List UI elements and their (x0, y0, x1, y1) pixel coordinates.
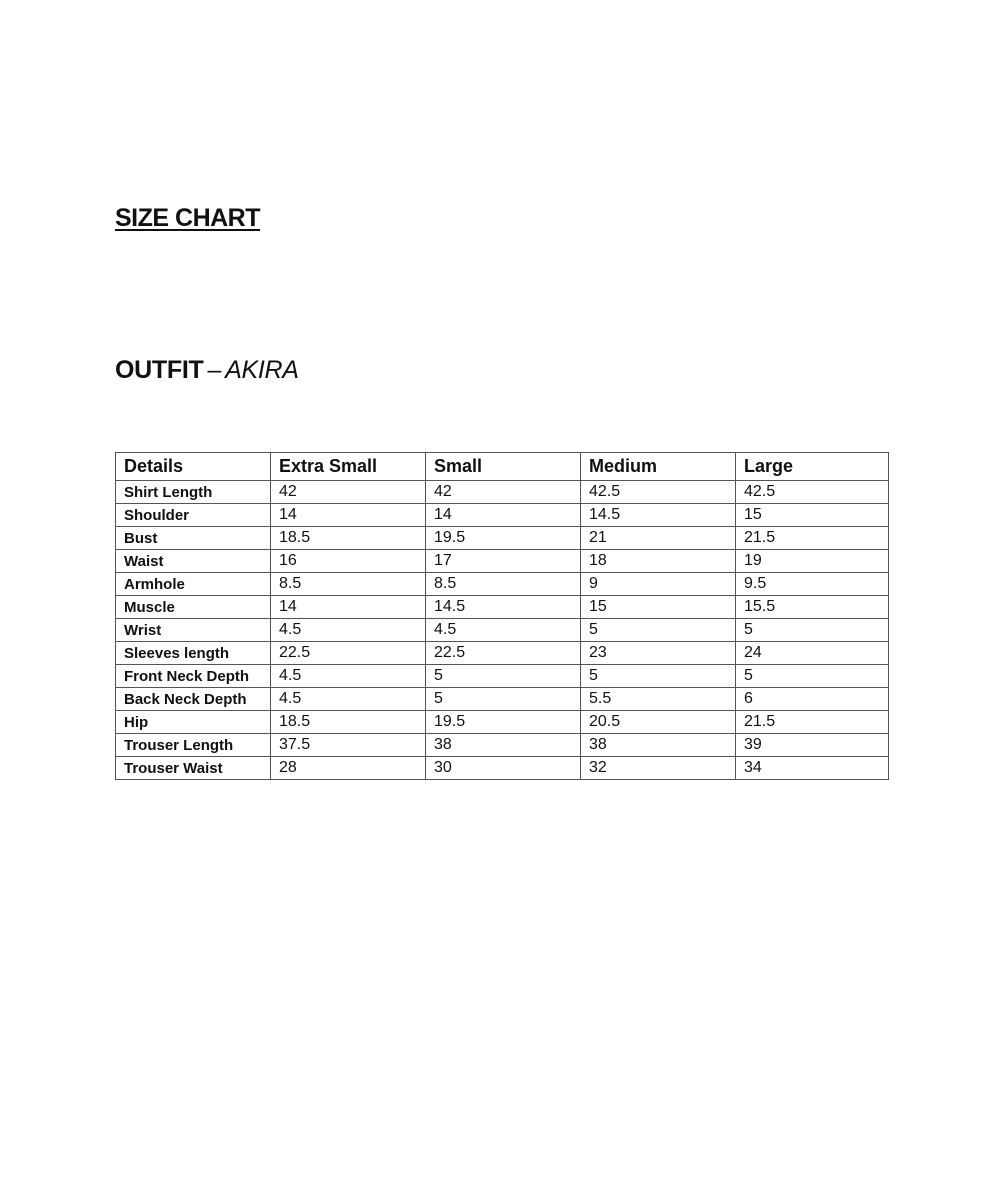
cell-small: 22.5 (426, 642, 581, 665)
cell-small: 17 (426, 550, 581, 573)
cell-large: 34 (736, 757, 889, 780)
cell-extra-small: 37.5 (271, 734, 426, 757)
cell-medium: 20.5 (581, 711, 736, 734)
table-row (116, 550, 889, 573)
row-label: Trouser Length (116, 734, 271, 757)
cell-small: 8.5 (426, 573, 581, 596)
cell-large: 5 (736, 619, 889, 642)
cell-medium: 5 (581, 619, 736, 642)
cell-extra-small: 4.5 (271, 665, 426, 688)
cell-large: 5 (736, 665, 889, 688)
table-row (116, 688, 889, 711)
row-label: Shoulder (116, 504, 271, 527)
cell-small: 4.5 (426, 619, 581, 642)
table-row (116, 596, 889, 619)
outfit-label: OUTFIT (115, 356, 204, 384)
cell-large: 39 (736, 734, 889, 757)
cell-small: 30 (426, 757, 581, 780)
header-extra-small: Extra Small (271, 453, 426, 481)
row-label: Muscle (116, 596, 271, 619)
outfit-heading (115, 356, 299, 385)
cell-large: 42.5 (736, 481, 889, 504)
table-row (116, 619, 889, 642)
cell-small: 42 (426, 481, 581, 504)
cell-medium: 15 (581, 596, 736, 619)
cell-medium: 42.5 (581, 481, 736, 504)
cell-extra-small: 42 (271, 481, 426, 504)
size-chart-table (115, 452, 889, 780)
row-label: Hip (116, 711, 271, 734)
cell-extra-small: 22.5 (271, 642, 426, 665)
cell-small: 19.5 (426, 527, 581, 550)
cell-large: 15 (736, 504, 889, 527)
cell-large: 19 (736, 550, 889, 573)
header-small: Small (426, 453, 581, 481)
cell-large: 21.5 (736, 527, 889, 550)
header-large: Large (736, 453, 889, 481)
table-row (116, 504, 889, 527)
row-label: Sleeves length (116, 642, 271, 665)
table-body (116, 481, 889, 780)
cell-extra-small: 28 (271, 757, 426, 780)
cell-medium: 21 (581, 527, 736, 550)
table-row (116, 757, 889, 780)
cell-large: 6 (736, 688, 889, 711)
cell-extra-small: 4.5 (271, 619, 426, 642)
outfit-name: AKIRA (225, 356, 299, 384)
table-row (116, 734, 889, 757)
row-label: Front Neck Depth (116, 665, 271, 688)
cell-large: 9.5 (736, 573, 889, 596)
header-medium: Medium (581, 453, 736, 481)
row-label: Waist (116, 550, 271, 573)
cell-medium: 5.5 (581, 688, 736, 711)
row-label: Shirt Length (116, 481, 271, 504)
cell-large: 21.5 (736, 711, 889, 734)
cell-extra-small: 16 (271, 550, 426, 573)
cell-medium: 23 (581, 642, 736, 665)
row-label: Back Neck Depth (116, 688, 271, 711)
cell-medium: 32 (581, 757, 736, 780)
cell-extra-small: 8.5 (271, 573, 426, 596)
table-header-row (116, 453, 889, 481)
page-title: SIZE CHART (115, 204, 260, 232)
cell-medium: 9 (581, 573, 736, 596)
cell-medium: 18 (581, 550, 736, 573)
row-label: Wrist (116, 619, 271, 642)
cell-small: 5 (426, 688, 581, 711)
cell-small: 14.5 (426, 596, 581, 619)
cell-extra-small: 18.5 (271, 527, 426, 550)
cell-small: 19.5 (426, 711, 581, 734)
cell-medium: 38 (581, 734, 736, 757)
cell-small: 38 (426, 734, 581, 757)
cell-medium: 5 (581, 665, 736, 688)
outfit-dash: – (207, 356, 222, 384)
cell-small: 14 (426, 504, 581, 527)
cell-extra-small: 14 (271, 596, 426, 619)
cell-extra-small: 4.5 (271, 688, 426, 711)
table-row (116, 665, 889, 688)
row-label: Armhole (116, 573, 271, 596)
cell-small: 5 (426, 665, 581, 688)
table-row (116, 573, 889, 596)
table-row (116, 711, 889, 734)
row-label: Trouser Waist (116, 757, 271, 780)
table-row (116, 642, 889, 665)
cell-medium: 14.5 (581, 504, 736, 527)
table-row (116, 527, 889, 550)
table-row (116, 481, 889, 504)
row-label: Bust (116, 527, 271, 550)
header-details: Details (116, 453, 271, 481)
cell-extra-small: 14 (271, 504, 426, 527)
cell-large: 24 (736, 642, 889, 665)
cell-large: 15.5 (736, 596, 889, 619)
cell-extra-small: 18.5 (271, 711, 426, 734)
